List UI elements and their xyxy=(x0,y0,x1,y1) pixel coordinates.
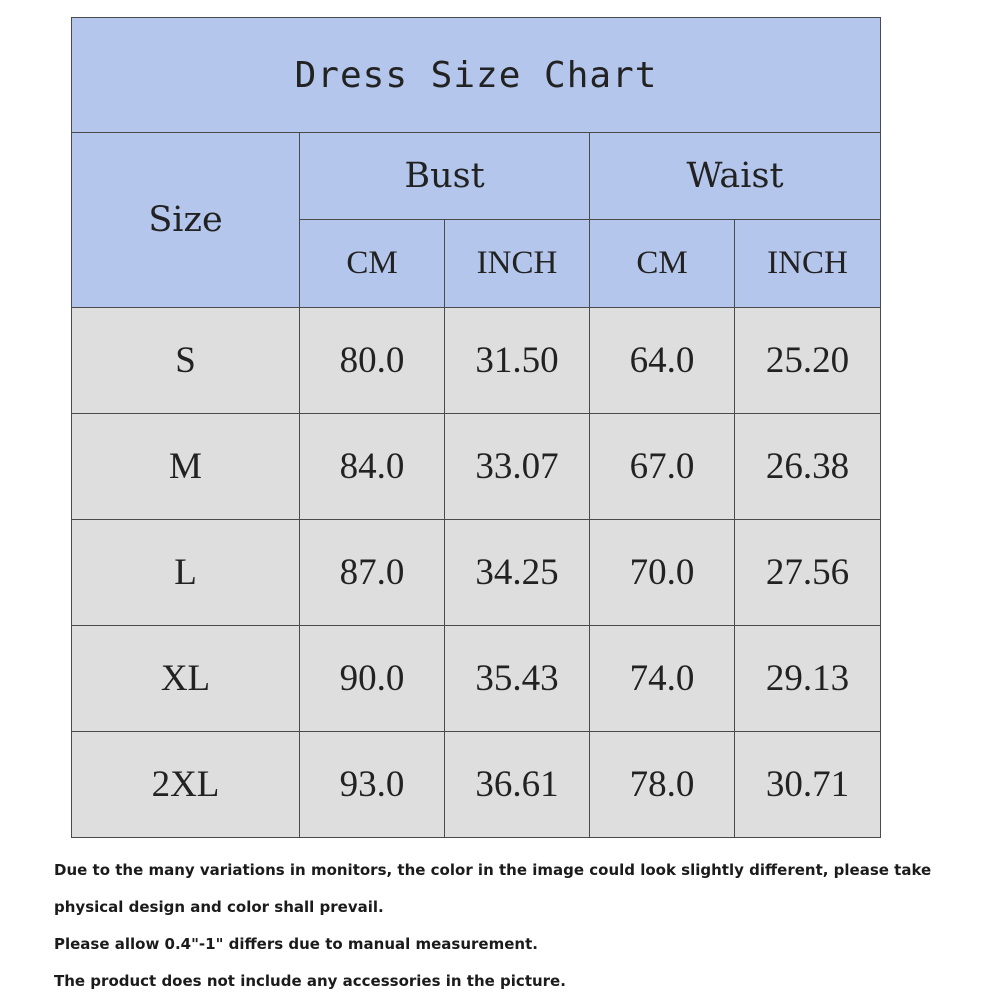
waist-inch-cell: 25.20 xyxy=(735,308,881,414)
bust-cm-cell: 90.0 xyxy=(300,626,445,732)
table-row xyxy=(72,626,881,732)
size-cell: S xyxy=(72,308,300,414)
title-row xyxy=(72,18,881,133)
waist-cm-cell: 64.0 xyxy=(590,308,735,414)
size-chart-table xyxy=(71,17,881,838)
bust-cm-cell: 87.0 xyxy=(300,520,445,626)
waist-cm-cell: 67.0 xyxy=(590,414,735,520)
waist-group-header: Waist xyxy=(590,133,881,220)
bust-inch-cell: 33.07 xyxy=(445,414,590,520)
size-cell: XL xyxy=(72,626,300,732)
waist-cm-header: CM xyxy=(590,220,735,308)
waist-inch-cell: 29.13 xyxy=(735,626,881,732)
bust-cm-header: CM xyxy=(300,220,445,308)
waist-cm-cell: 78.0 xyxy=(590,732,735,838)
waist-inch-cell: 27.56 xyxy=(735,520,881,626)
note-line: The product does not include any accessories in the picture. xyxy=(54,972,566,990)
waist-inch-cell: 30.71 xyxy=(735,732,881,838)
notes xyxy=(54,852,954,1000)
bust-inch-cell: 35.43 xyxy=(445,626,590,732)
table-row xyxy=(72,308,881,414)
size-cell: 2XL xyxy=(72,732,300,838)
size-cell: M xyxy=(72,414,300,520)
bust-inch-cell: 36.61 xyxy=(445,732,590,838)
bust-cm-cell: 84.0 xyxy=(300,414,445,520)
bust-cm-cell: 80.0 xyxy=(300,308,445,414)
note-line: Due to the many variations in monitors, the color in the image could look slightly different, please take xyxy=(54,861,932,879)
note-line: physical design and color shall prevail. xyxy=(54,898,384,916)
bust-inch-header: INCH xyxy=(445,220,590,308)
size-cell: L xyxy=(72,520,300,626)
table-row xyxy=(72,414,881,520)
size-rows xyxy=(72,308,881,838)
table-row xyxy=(72,520,881,626)
waist-inch-header: INCH xyxy=(735,220,881,308)
note-line: Please allow 0.4"-1" differs due to manual measurement. xyxy=(54,935,538,953)
waist-inch-cell: 26.38 xyxy=(735,414,881,520)
waist-cm-cell: 70.0 xyxy=(590,520,735,626)
group-header-row xyxy=(72,133,881,220)
chart-title: Dress Size Chart xyxy=(72,18,881,133)
bust-inch-cell: 34.25 xyxy=(445,520,590,626)
bust-inch-cell: 31.50 xyxy=(445,308,590,414)
waist-cm-cell: 74.0 xyxy=(590,626,735,732)
bust-cm-cell: 93.0 xyxy=(300,732,445,838)
size-column-header: Size xyxy=(72,133,300,308)
table-row xyxy=(72,732,881,838)
bust-group-header: Bust xyxy=(300,133,590,220)
